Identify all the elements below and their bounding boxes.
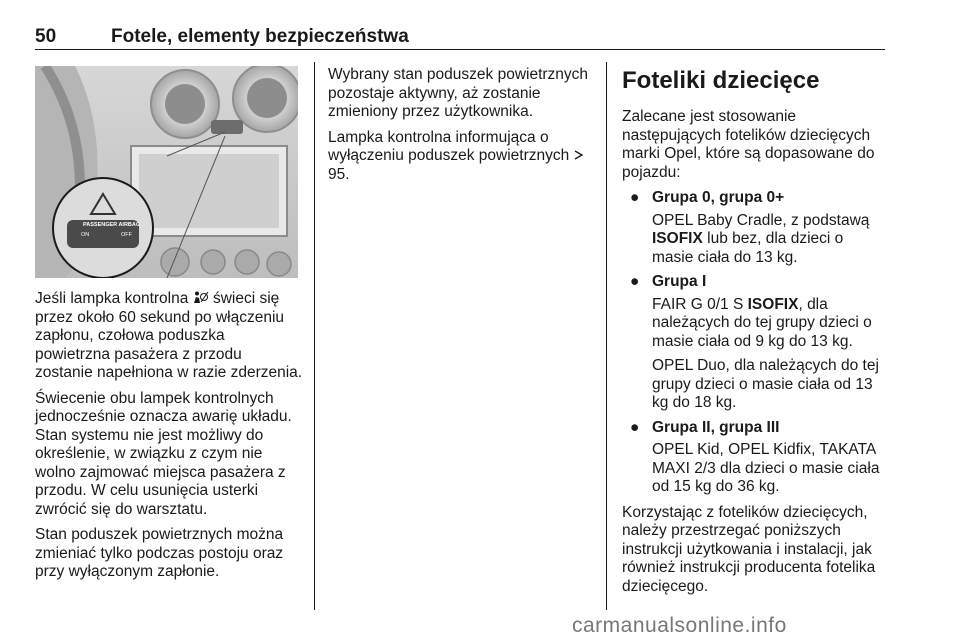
list-item-text: OPEL Duo, dla należących do tej grupy dzieci o masie ciała od 13 kg do 18 kg. [652,357,879,411]
bullet-icon: ● [630,189,640,206]
badge-label: PASSENGER AIRBAG [83,222,141,228]
badge-on-label: ON [81,232,90,238]
watermark: carmanualsonline.info [572,614,787,637]
bullet-icon: ● [630,273,640,290]
paragraph [328,129,590,185]
list-item [622,189,888,267]
paragraph: Stan poduszek powietrznych można zmieniać tylko podczas postoju oraz przy wyłączonym zapłonie. [35,526,284,580]
column-2 [328,66,590,191]
child-seat-list [622,189,888,497]
list-item [622,273,888,413]
section-heading: Foteliki dziecięce [622,67,820,94]
paragraph [35,290,303,383]
page-reference-link[interactable]: 95. [328,165,350,183]
paragraph-text: Lampka kontrolna informująca o wyłączeniu poduszek powietrznych [328,128,570,164]
list-item-title: Grupa 0, grupa 0+ [652,189,785,206]
page-reference-arrow-icon [574,150,584,160]
paragraph-text: świeci się przez około 60 sekund po włączeniu zapłonu, czołowa poduszka powietrzna pasażera z przodu zostanie napełniona w razie zderzenia. [35,290,303,381]
list-item [622,419,888,497]
paragraph: Korzystając z fotelików dziecięcych, należy przestrzegać poniższych instrukcji użytkowania i instalacji, jak również instrukcji producenta fotelika dziecięcego. [622,503,876,595]
paragraph: Świecenie obu lampek kontrolnych jednocześnie oznacza awarię układu. Stan systemu nie jest możliwy do określenie, w związku z czym nie wolno zajmować miejsca pasażera z przodu. W celu usunięcia usterki zwrócić się do warsztatu. [35,389,292,518]
list-item-text: OPEL Baby Cradle, z podstawą ISOFIX lub bez, dla dzieci o masie ciała do 13 kg. [652,211,870,266]
badge-off-label: OFF [121,232,132,238]
page-number: 50 [35,26,57,47]
airbag-off-icon [193,291,209,304]
list-item-text: FAIR G 0/1 S ISOFIX, dla należących do tej grupy dzieci o masie ciała od 9 kg do 13 kg. [652,295,872,350]
column-divider-1 [314,62,315,610]
dashboard-airbag-photo [35,66,298,278]
bullet-icon: ● [630,418,640,436]
page-header [35,27,885,50]
column-1 [35,290,303,589]
dashboard-illustration [35,66,298,278]
paragraph: Zalecane jest stosowanie następujących fotelików dziecięcych marki Opel, które są dopasowane do pojazdu: [622,108,875,181]
list-item-title: Grupa II, grupa III [652,418,780,436]
paragraph-text: Jeśli lampka kontrolna [35,290,189,307]
list-item-title: Grupa I [652,273,707,290]
page-title: Fotele, elementy bezpieczeństwa [111,26,409,47]
column-3 [622,66,888,603]
paragraph: Wybrany stan poduszek powietrznych pozostaje aktywny, aż zostanie zmieniony przez użytkownika. [328,66,589,120]
column-divider-2 [606,62,607,610]
list-item-text: OPEL Kid, OPEL Kidfix, TAKATA MAXI 2/3 dla dzieci o masie ciała od 15 kg do 36 kg. [652,441,880,495]
